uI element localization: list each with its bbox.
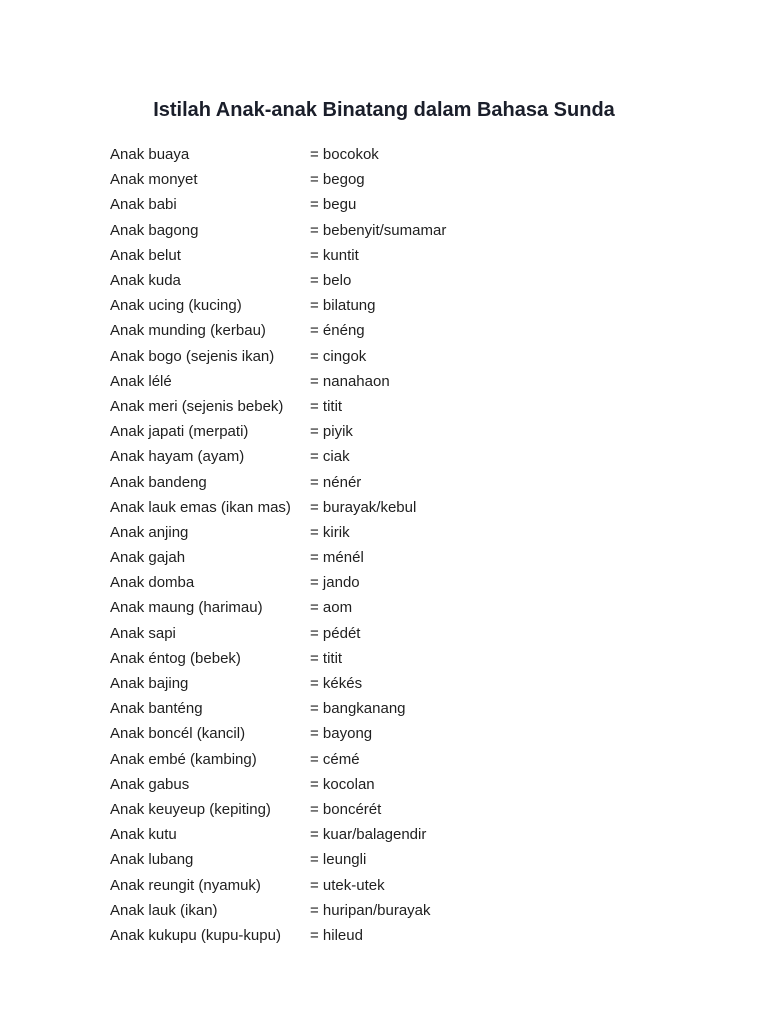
term-meaning: = piyik xyxy=(310,423,353,441)
term-meaning: = kuntit xyxy=(310,246,359,264)
list-item xyxy=(110,595,670,620)
term-label: Anak boncél (kancil) xyxy=(110,725,246,743)
term-meaning: = leungli xyxy=(310,851,367,869)
term-meaning: = aom xyxy=(310,599,353,617)
term-meaning: = ménél xyxy=(310,549,364,567)
term-meaning: = cingok xyxy=(310,347,367,365)
list-item xyxy=(110,797,670,822)
list-item xyxy=(110,646,670,671)
term-label: Anak babi xyxy=(110,196,177,214)
term-label: Anak domba xyxy=(110,574,195,592)
term-label: Anak kukupu (kupu-kupu) xyxy=(110,926,281,944)
page-title: Istilah Anak-anak Binatang dalam Bahasa Sunda xyxy=(153,99,615,121)
list-item xyxy=(110,621,670,646)
term-meaning: = kékés xyxy=(310,675,363,693)
list-item xyxy=(110,469,670,494)
term-meaning: = burayak/kebul xyxy=(310,498,417,516)
term-meaning: = begu xyxy=(310,196,357,214)
list-item xyxy=(110,822,670,847)
term-meaning: = bocokok xyxy=(310,146,379,164)
term-label: Anak munding (kerbau) xyxy=(110,322,266,340)
list-item xyxy=(110,747,670,772)
term-meaning: = pédét xyxy=(310,624,361,642)
list-item xyxy=(110,394,670,419)
list-item xyxy=(110,419,670,444)
term-meaning: = ciak xyxy=(310,448,350,466)
term-meaning: = boncérét xyxy=(310,800,382,818)
term-label: Anak sapi xyxy=(110,624,176,642)
list-item xyxy=(110,444,670,469)
list-item xyxy=(110,520,670,545)
list-item xyxy=(110,243,670,268)
term-label: Anak monyet xyxy=(110,171,198,189)
list-item xyxy=(110,570,670,595)
list-item xyxy=(110,218,670,243)
term-label: Anak buaya xyxy=(110,146,190,164)
term-meaning: = bayong xyxy=(310,725,373,743)
term-label: Anak lauk emas (ikan mas) xyxy=(110,498,291,516)
term-label: Anak anjing xyxy=(110,523,189,541)
list-item xyxy=(110,167,670,192)
term-label: Anak japati (merpati) xyxy=(110,423,249,441)
term-meaning: = jando xyxy=(310,574,360,592)
term-label: Anak banténg xyxy=(110,700,203,718)
term-meaning: = kirik xyxy=(310,523,350,541)
list-item xyxy=(110,847,670,872)
list-item xyxy=(110,923,670,948)
term-meaning: = titit xyxy=(310,397,343,415)
term-meaning: = hileud xyxy=(310,926,363,944)
list-item xyxy=(110,898,670,923)
term-label: Anak reungit (nyamuk) xyxy=(110,876,261,894)
term-meaning: = bangkanang xyxy=(310,700,406,718)
term-meaning: = kuar/balagendir xyxy=(310,826,427,844)
term-label: Anak lauk (ikan) xyxy=(110,901,218,919)
term-label: Anak kutu xyxy=(110,826,177,844)
term-meaning: = huripan/burayak xyxy=(310,901,431,919)
term-meaning: = cémé xyxy=(310,750,360,768)
term-label: Anak maung (harimau) xyxy=(110,599,263,617)
list-item xyxy=(110,772,670,797)
term-meaning: = bilatung xyxy=(310,297,376,315)
list-item xyxy=(110,696,670,721)
term-label: Anak kuda xyxy=(110,272,181,290)
term-label: Anak bandeng xyxy=(110,473,207,491)
term-label: Anak hayam (ayam) xyxy=(110,448,245,466)
term-meaning: = nanahaon xyxy=(310,372,390,390)
list-item xyxy=(110,344,670,369)
term-label: Anak bajing xyxy=(110,675,189,693)
term-meaning: = nénér xyxy=(310,473,362,491)
list-item xyxy=(110,872,670,897)
term-meaning: = belo xyxy=(310,272,352,290)
list-item xyxy=(110,318,670,343)
term-meaning: = kocolan xyxy=(310,775,375,793)
term-label: Anak lubang xyxy=(110,851,194,869)
list-item xyxy=(110,142,670,167)
list-item xyxy=(110,192,670,217)
term-label: Anak embé (kambing) xyxy=(110,750,257,768)
term-label: Anak lélé xyxy=(110,372,172,390)
list-item xyxy=(110,545,670,570)
term-label: Anak meri (sejenis bebek) xyxy=(110,397,284,415)
term-meaning: = titit xyxy=(310,649,343,667)
list-item xyxy=(110,671,670,696)
term-meaning: = utek-utek xyxy=(310,876,385,894)
list-item xyxy=(110,721,670,746)
term-label: Anak gabus xyxy=(110,775,190,793)
term-meaning: = énéng xyxy=(310,322,365,340)
list-item xyxy=(110,369,670,394)
term-meaning: = begog xyxy=(310,171,365,189)
list-item xyxy=(110,293,670,318)
list-item xyxy=(110,495,670,520)
term-label: Anak bagong xyxy=(110,221,199,239)
list-item xyxy=(110,268,670,293)
term-label: Anak gajah xyxy=(110,549,186,567)
term-label: Anak belut xyxy=(110,246,181,264)
term-label: Anak bogo (sejenis ikan) xyxy=(110,347,275,365)
term-label: Anak ucing (kucing) xyxy=(110,297,242,315)
term-label: Anak keuyeup (kepiting) xyxy=(110,800,271,818)
term-meaning: = bebenyit/sumamar xyxy=(310,221,447,239)
term-list xyxy=(110,142,670,948)
term-label: Anak éntog (bebek) xyxy=(110,649,241,667)
